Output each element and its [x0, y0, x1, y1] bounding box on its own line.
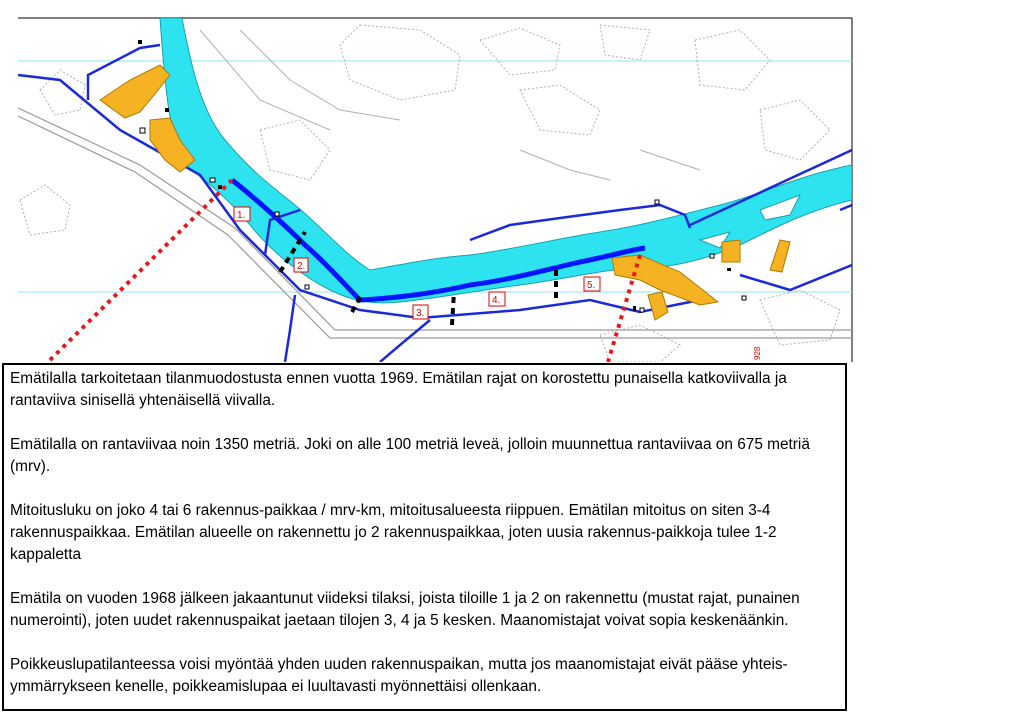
- svg-text:4.: 4.: [492, 295, 501, 306]
- description-box: [2, 363, 847, 711]
- terrain-hatching: [200, 30, 700, 180]
- plot-label-4: [489, 292, 505, 306]
- plot-label-5: [584, 277, 600, 291]
- svg-text:2.: 2.: [297, 261, 306, 272]
- plot-label-3: [413, 305, 428, 319]
- svg-text:1.: 1.: [237, 210, 246, 221]
- svg-text:5.: 5.: [587, 280, 596, 291]
- description-paragraph-4: Emätila on vuoden 1968 jälkeen jakaantunut viideksi tilaksi, joista tiloille 1 ja 2 on rakennettu (mustat rajat, punainen numerointi), joten uudet rakennuspaikat jaetaan tilojen 3, 4 ja 5 kesken. Maanomistajat voivat sopia keskenäänkin.: [10, 590, 800, 629]
- description-paragraph-5: Poikkeuslupatilanteessa voisi myöntää yhden uuden rakennuspaikan, mutta jos maanomistajat eivät pääse yhteis-ymmärrykseen kenelle, poikkeamislupaa ei luultavasti myönnettäisi ollenkaan.: [10, 656, 788, 695]
- plot-label-2: [294, 258, 308, 272]
- description-paragraph-3: Mitoitusluku on joko 4 tai 6 rakennus-paikkaa / mrv-km, mitoitusalueesta riippuen. Emätilan mitoitus on siten 3-4 rakennuspaikkaa. Emätilan alueelle on rakennettu jo 2 rakennuspaikkaa, joten uusia rakennus-paikkoja tulee 1-2 kappaletta: [10, 502, 777, 563]
- description-paragraph-2: Emätilalla on rantaviivaa noin 1350 metriä. Joki on alle 100 metriä leveä, jolloin muunnettua rantaviivaa on 675 metriä (mrv).: [10, 436, 810, 475]
- svg-text:3.: 3.: [416, 308, 425, 319]
- plot-label-1: [234, 207, 250, 221]
- map: [0, 0, 1024, 362]
- contour-label: 928: [753, 346, 762, 360]
- description-paragraph-1: Emätilalla tarkoitetaan tilanmuodostusta ennen vuotta 1969. Emätilan rajat on korostettu punaisella katkoviivalla ja rantaviiva sinisellä yhtenäisellä viivalla.: [10, 370, 787, 409]
